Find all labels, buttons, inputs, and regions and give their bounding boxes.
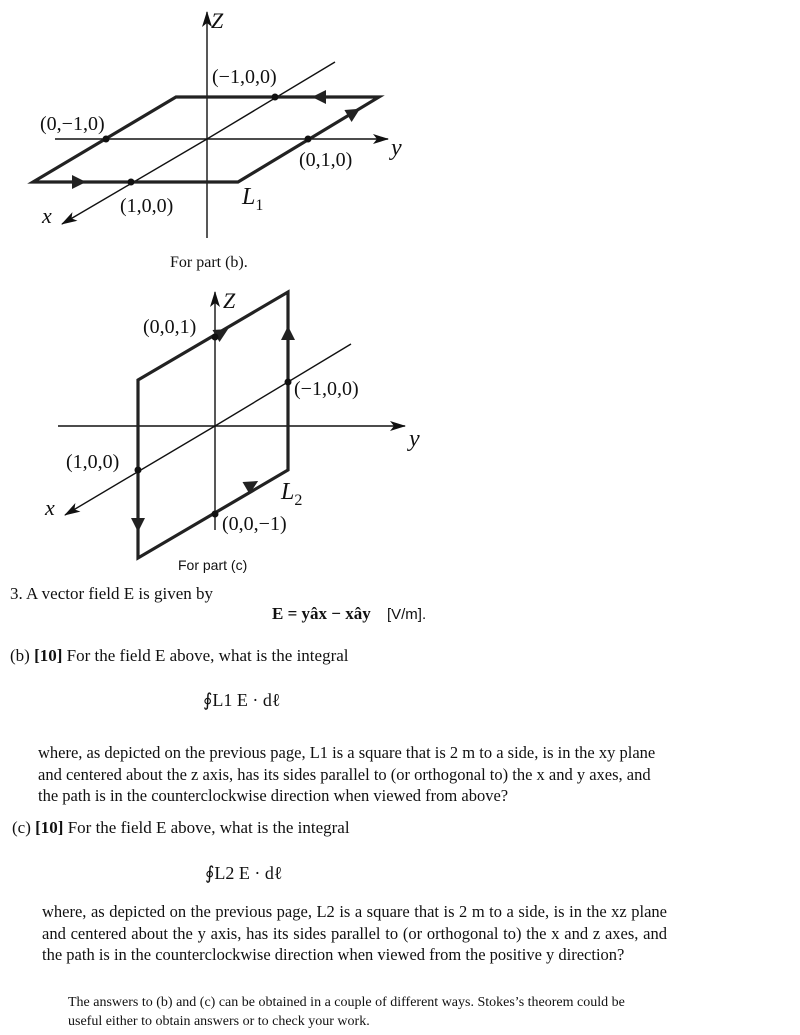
label-neg-y: (0,−1,0) [40, 113, 105, 135]
axis-y-label: y [391, 135, 402, 161]
part-b-heading [10, 645, 349, 667]
field-units: [V/m]. [386, 606, 427, 623]
axis-x-label: x [42, 203, 52, 228]
label-neg-x: (−1,0,0) [294, 378, 359, 400]
axis-x-label: x [45, 495, 55, 520]
point-neg-z [212, 511, 219, 518]
part-c-question: For the field E above, what is the integral [67, 818, 350, 837]
caption-part-b: For part (b). [170, 254, 248, 271]
footnote: The answers to (b) and (c) can be obtained in a couple of different ways. Stokes’s theorem could be useful either to obtain answers or to check your work. [68, 995, 625, 1029]
arrow-front-edge [72, 175, 86, 189]
label-pos-y: (0,1,0) [299, 149, 353, 171]
point-pos-z [212, 334, 219, 341]
label-pos-z: (0,0,1) [143, 316, 197, 338]
arrow-back-edge [312, 90, 326, 104]
figure-part-b [0, 0, 800, 285]
part-c-heading [12, 817, 350, 839]
caption-part-c: For part (c) [178, 557, 248, 573]
part-b-points: [10] [34, 646, 63, 665]
point-pos-x [128, 179, 135, 186]
point-neg-x [285, 379, 292, 386]
part-b-question: For the field E above, what is the integral [66, 646, 349, 665]
arrow-right-edge [344, 103, 363, 122]
part-b-description: where, as depicted on the previous page, L1 is a square that is 2 m to a side, is in the xy plane and centered about the z axis, has its sides parallel to (or orthogonal to) the x and y axes, and the path is in the counterclockwise direction when viewed from above? [38, 743, 656, 805]
label-pos-x: (1,0,0) [120, 195, 174, 217]
part-b-label: (b) [10, 646, 30, 665]
label-neg-x: (−1,0,0) [212, 66, 277, 88]
point-neg-y [103, 136, 110, 143]
axis-z-label: Z [223, 288, 236, 313]
arrow-left-edge [131, 518, 145, 532]
loop-l2-label: $L_2$ [281, 479, 303, 509]
axis-z-label: Z [211, 8, 224, 33]
loop-l1-label: $L_1$ [242, 184, 264, 214]
part-c-description: where, as depicted on the previous page, L2 is a square that is 2 m to a side, is in the xz plane and centered about the y axis, has its sides parallel to (or orthogonal to) the x and z axes, and the path is in the counterclockwise direction when viewed from the positive y direction? [42, 902, 667, 964]
field-equation-expression: E = yâx − xây [272, 604, 371, 623]
field-equation [272, 604, 426, 624]
label-neg-z: (0,0,−1) [222, 513, 287, 535]
integral-b: ∮L1 E · dℓ [203, 690, 281, 710]
problem-intro: 3. A vector field E is given by [10, 584, 214, 603]
arrow-right-edge [281, 326, 295, 340]
point-pos-y [305, 136, 312, 143]
part-c-label: (c) [12, 818, 31, 837]
point-neg-x [272, 94, 279, 101]
axis-y-label: y [409, 426, 420, 452]
label-pos-x: (1,0,0) [66, 451, 120, 473]
point-pos-x [135, 467, 142, 474]
part-c-points: [10] [35, 818, 64, 837]
figure-part-c [0, 285, 800, 575]
integral-c: ∮L2 E · dℓ [205, 863, 283, 883]
